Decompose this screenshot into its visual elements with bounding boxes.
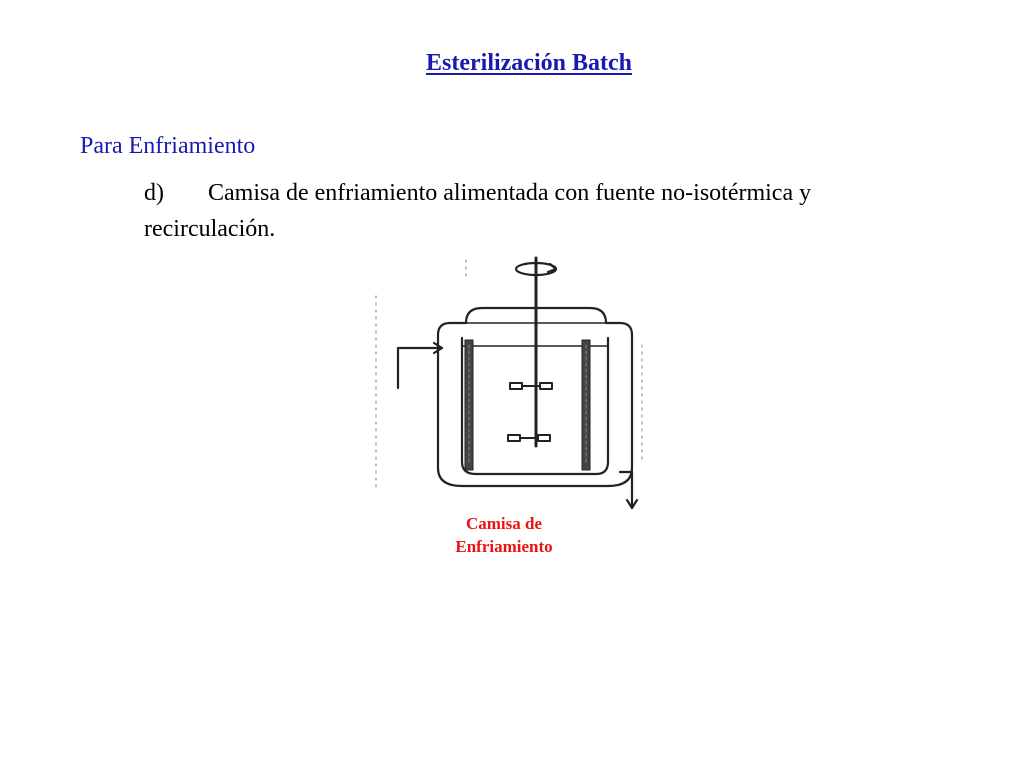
impeller-upper: [510, 383, 552, 389]
diagram-caption: [424, 512, 584, 558]
list-item-marker: d): [144, 180, 164, 206]
caption-line-1: Camisa de: [465, 514, 543, 533]
impeller-lower: [508, 435, 550, 441]
caption-line-2: Enfriamiento: [455, 537, 553, 556]
slide-title: Esterilización Batch: [426, 50, 632, 76]
list-item-text: Camisa de enfriamiento alimentada con fuente no-isotérmica y recirculación.: [144, 180, 812, 242]
section-heading: Para Enfriamiento: [80, 133, 256, 159]
inlet-pipe: [398, 348, 442, 388]
list-item: [144, 175, 944, 247]
jacketed-bioreactor-diagram-icon: [370, 250, 650, 520]
